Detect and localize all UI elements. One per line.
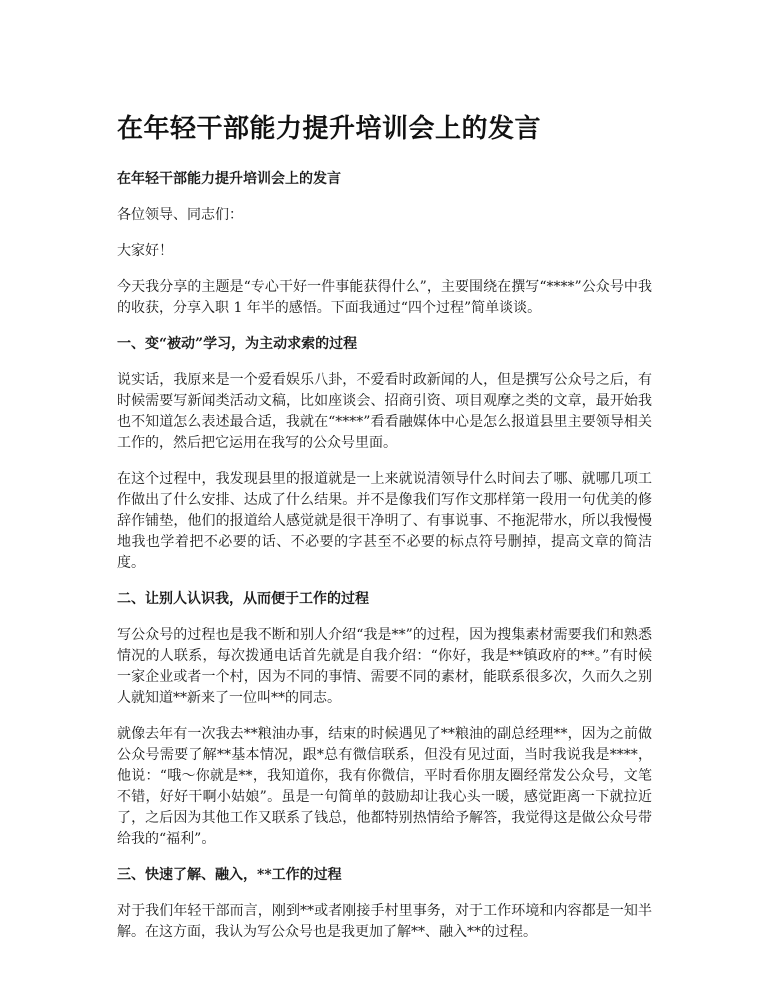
section-paragraph: 对于我们年轻干部而言，刚到**或者刚接手村里事务，对于工作环境和内容都是一知半解。在这方面，我认为写公众号也是我更加了解**、融入**的过程。 <box>117 903 652 940</box>
section-heading: 二、让别人认识我，从而便于工作的过程 <box>117 591 369 607</box>
document-subtitle: 在年轻干部能力提升培训会上的发言 <box>117 171 341 187</box>
intro-paragraph: 今天我分享的主题是“专心干好一件事能获得什么”，主要围绕在撰写“****”公众号中我的收获，分享入职 1 年半的感悟。下面我通过“四个过程”简单谈谈。 <box>117 279 652 316</box>
section-paragraph: 就像去年有一次我去**粮油办事，结束的时候遇见了**粮油的副总经理**，因为之前做公众号需要了解**基本情况，跟*总有微信联系，但没有见过面，当时我说我是****，他说：“哦～你就是**，我知道你，我有你微信，平时看你朋友圈经常发公众号，文笔不错，好好干啊小姑娘”。虽是一句简单的鼓励却让我心头一暖，感觉距离一下就拉近了，之后因为其他工作又联系了钱总，他都特别热情给予解答，我觉得这是做公众号带给我的“福利”。 <box>117 726 652 847</box>
section-paragraph: 写公众号的过程也是我不断和别人介绍“我是**”的过程，因为搜集素材需要我们和熟悉情况的人联系，每次拨通电话首先就是自我介绍：“你好，我是**镇政府的**。”有时候一家企业或者一个村，因为不同的事情、需要不同的素材，能联系很多次，久而久之别人就知道**新来了一位叫**的同志。 <box>117 627 652 706</box>
document-body <box>117 169 652 958</box>
section-paragraph: 在这个过程中，我发现县里的报道就是一上来就说清领导什么时间去了哪、就哪几项工作做出了什么安排、达成了什么结果。并不是像我们写作文那样第一段用一句优美的修辞作铺垫，他们的报道给人感觉就是很干净明了、有事说事、不拖泥带水，所以我慢慢地我也学着把不必要的话、不必要的字甚至不必要的标点符号删掉，提高文章的简洁度。 <box>117 471 652 571</box>
greeting: 大家好！ <box>117 243 173 259</box>
salutation: 各位领导、同志们： <box>117 207 243 223</box>
section-heading: 三、快速了解、融入，**工作的过程 <box>117 867 342 883</box>
document-title: 在年轻干部能力提升培训会上的发言 <box>117 114 542 144</box>
section-paragraph: 说实话，我原来是一个爱看娱乐八卦，不爱看时政新闻的人，但是撰写公众号之后，有时候需要写新闻类活动文稿，比如座谈会、招商引资、项目观摩之类的文章，最开始我也不知道怎么表述最合适，我就在“****”看看融媒体中心是怎么报道县里主要领导相关工作的，然后把它运用在我写的公众号里面。 <box>117 372 652 451</box>
section-heading: 一、变“被动”学习，为主动求索的过程 <box>117 336 358 352</box>
